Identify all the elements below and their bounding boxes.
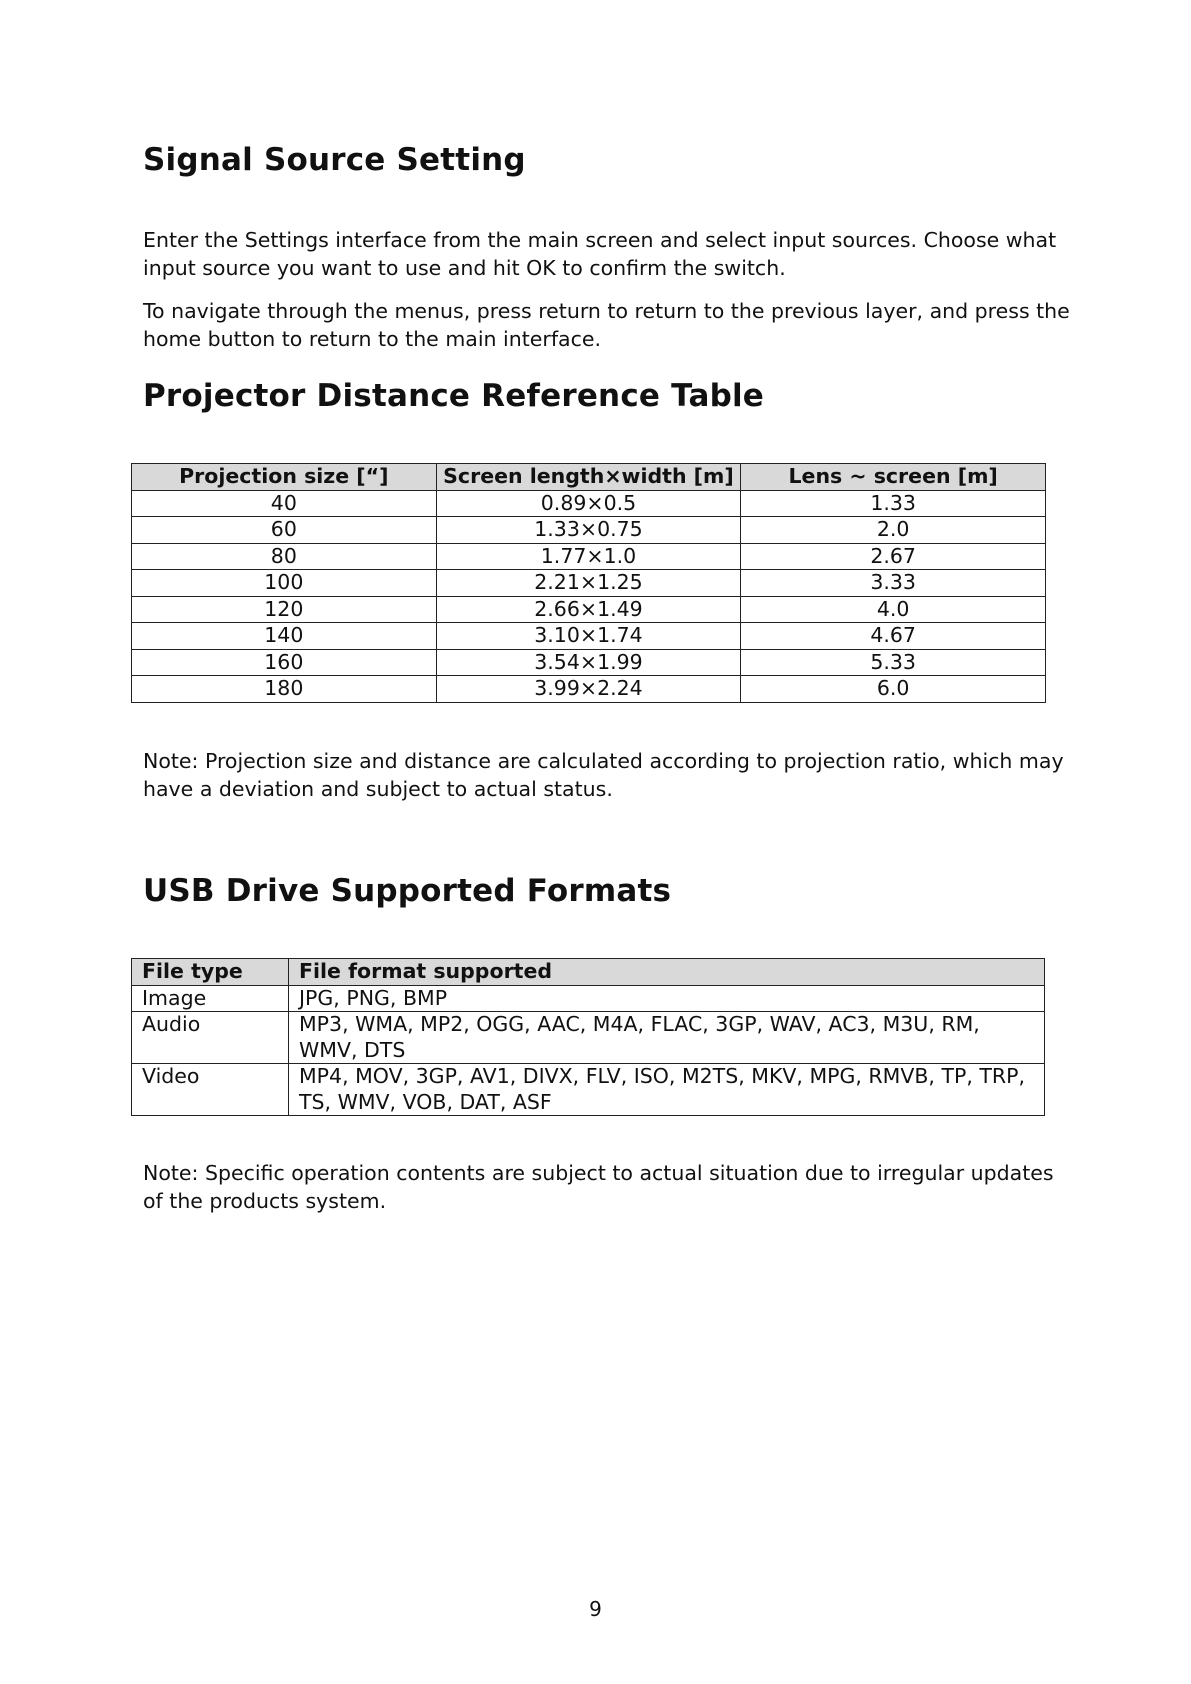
table-cell: 180 — [132, 676, 437, 703]
table-row — [132, 676, 1046, 703]
distance-reference-table — [131, 463, 1046, 703]
table-cell: 1.77×1.0 — [436, 543, 741, 570]
table-cell: 4.0 — [741, 596, 1046, 623]
table-header-row — [132, 464, 1046, 491]
table-cell: 80 — [132, 543, 437, 570]
signal-source-paragraph-1: Enter the Settings interface from the main screen and select input sources. Choose what input source you want to use and hit OK to confirm the switch. — [143, 228, 1057, 280]
table-cell: 2.67 — [741, 543, 1046, 570]
table-cell: JPG, PNG, BMP — [289, 985, 1045, 1012]
table-cell: 2.21×1.25 — [436, 570, 741, 597]
table-cell: Video — [132, 1064, 289, 1116]
table-row — [132, 517, 1046, 544]
table-cell: MP3, WMA, MP2, OGG, AAC, M4A, FLAC, 3GP, WAV, AC3, M3U, RM, WMV, DTS — [289, 1012, 1045, 1064]
table-cell: 0.89×0.5 — [436, 490, 741, 517]
table-cell: Image — [132, 985, 289, 1012]
table-cell: 60 — [132, 517, 437, 544]
table-cell: MP4, MOV, 3GP, AV1, DIVX, FLV, ISO, M2TS, MKV, MPG, RMVB, TP, TRP, TS, WMV, VOB, DAT, ASF — [289, 1064, 1045, 1116]
table-row — [132, 1012, 1045, 1064]
table-header-cell: Projection size [“] — [132, 464, 437, 491]
table-cell: 120 — [132, 596, 437, 623]
table-cell: 1.33 — [741, 490, 1046, 517]
table-row — [132, 596, 1046, 623]
table-header-cell: File type — [132, 959, 289, 986]
table-cell: 3.33 — [741, 570, 1046, 597]
table-row — [132, 1064, 1045, 1116]
table-header-cell: File format supported — [289, 959, 1045, 986]
table-cell: 6.0 — [741, 676, 1046, 703]
table-header-cell: Screen length×width [m] — [436, 464, 741, 491]
table-cell: Audio — [132, 1012, 289, 1064]
table-cell: 3.99×2.24 — [436, 676, 741, 703]
table-cell: 140 — [132, 623, 437, 650]
distance-note: Note: Projection size and distance are calculated according to projection ratio, which may have a deviation and subject to actual status. — [143, 749, 1064, 801]
table-cell: 40 — [132, 490, 437, 517]
table-row — [132, 649, 1046, 676]
table-cell: 1.33×0.75 — [436, 517, 741, 544]
table-cell: 2.66×1.49 — [436, 596, 741, 623]
table-header-cell: Lens ~ screen [m] — [741, 464, 1046, 491]
table-cell: 3.10×1.74 — [436, 623, 741, 650]
table-cell: 100 — [132, 570, 437, 597]
table-header-row — [132, 959, 1045, 986]
table-cell: 3.54×1.99 — [436, 649, 741, 676]
table-cell: 4.67 — [741, 623, 1046, 650]
usb-formats-heading: USB Drive Supported Formats — [143, 873, 672, 909]
table-row — [132, 985, 1045, 1012]
signal-source-heading: Signal Source Setting — [143, 142, 526, 178]
table-row — [132, 570, 1046, 597]
table-cell: 5.33 — [741, 649, 1046, 676]
signal-source-paragraph-2: To navigate through the menus, press return to return to the previous layer, and press the home button to return to the main interface. — [143, 299, 1070, 351]
table-row — [132, 543, 1046, 570]
table-row — [132, 490, 1046, 517]
table-cell: 160 — [132, 649, 437, 676]
usb-formats-table — [131, 958, 1045, 1116]
table-cell: 2.0 — [741, 517, 1046, 544]
table-row — [132, 623, 1046, 650]
page-number: 9 — [589, 1597, 602, 1621]
usb-note: Note: Specific operation contents are subject to actual situation due to irregular updates of the products system. — [143, 1161, 1054, 1213]
distance-table-heading: Projector Distance Reference Table — [143, 378, 765, 414]
